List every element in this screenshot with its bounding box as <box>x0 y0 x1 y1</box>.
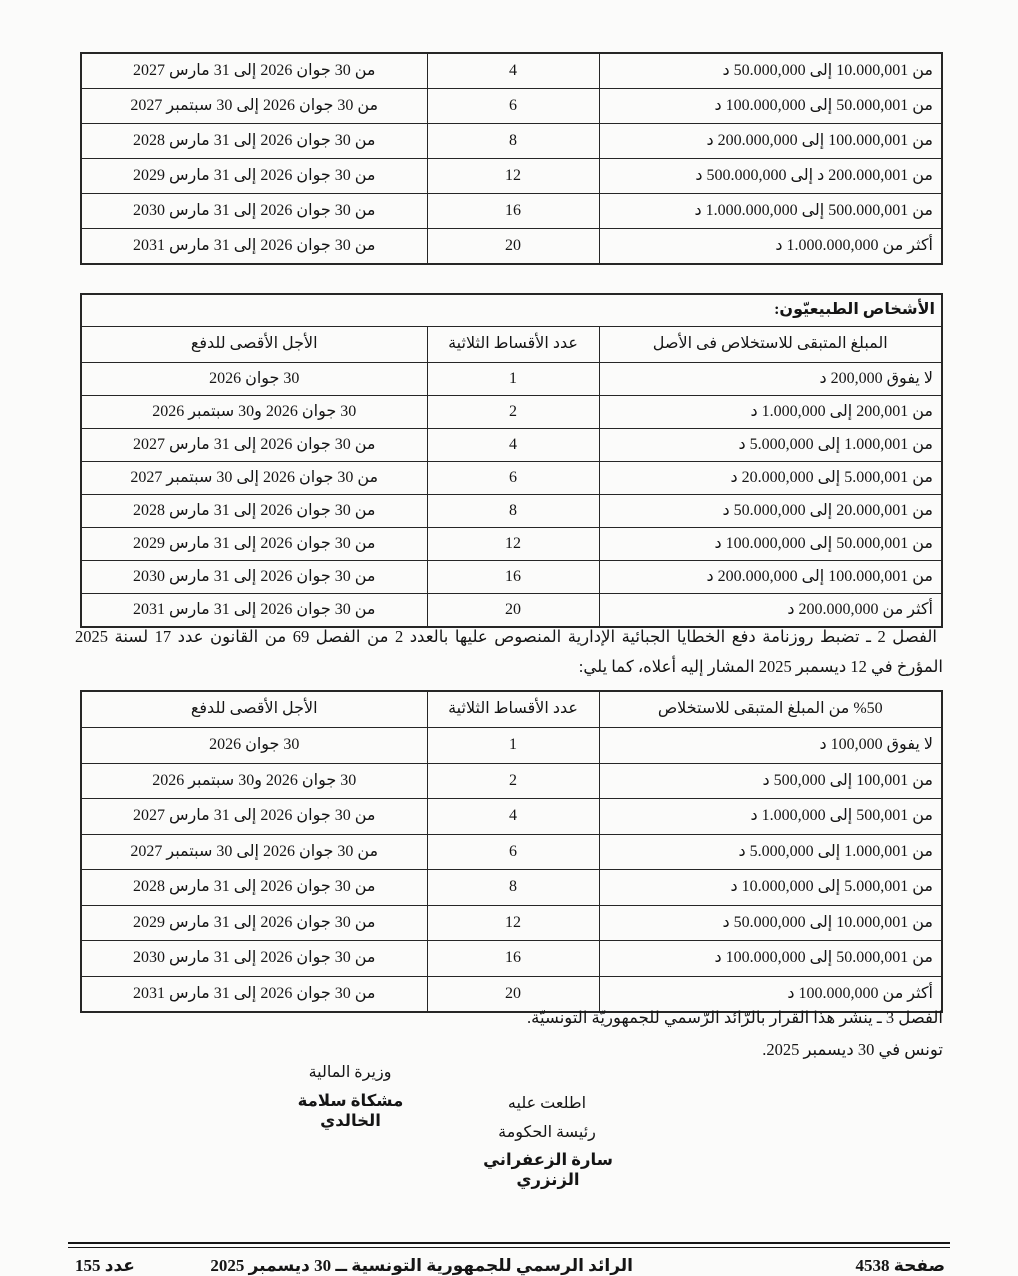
header-installments-count: عدد الأقساط الثلاثية <box>427 691 599 728</box>
payment-deadline-cell: من 30 جوان 2026 إلى 31 مارس 2031 <box>81 594 427 628</box>
table-row <box>81 229 942 265</box>
payment-deadline-cell: من 30 جوان 2026 إلى 31 مارس 2028 <box>81 870 427 906</box>
payment-deadline-cell: من 30 جوان 2026 إلى 31 مارس 2028 <box>81 495 427 528</box>
installments-count-cell: 16 <box>427 941 599 977</box>
installments-count-cell: 12 <box>427 528 599 561</box>
table-row <box>81 905 942 941</box>
payment-deadline-cell: من 30 جوان 2026 إلى 31 مارس 2030 <box>81 941 427 977</box>
amount-range-cell: من 1.000,001 إلى 5.000,000 د <box>599 429 942 462</box>
head-of-government-title: رئيسة الحكومة <box>498 1124 596 1141</box>
installments-count-cell: 6 <box>427 89 599 124</box>
amount-range-cell: من 50.000,001 إلى 100.000,000 د <box>599 941 942 977</box>
header-remaining-amount-50pct: %50 من المبلغ المتبقى للاستخلاص <box>599 691 942 728</box>
header-installments-count: عدد الأقساط الثلاثية <box>427 327 599 363</box>
table-row <box>81 194 942 229</box>
payment-deadline-cell: من 30 جوان 2026 إلى 30 سبتمبر 2027 <box>81 462 427 495</box>
amount-range-cell: من 500,001 إلى 1.000,000 د <box>599 799 942 835</box>
payment-schedule-table-natural-persons <box>80 293 943 628</box>
installments-count-cell: 20 <box>427 594 599 628</box>
installments-count-cell: 4 <box>427 429 599 462</box>
footer-issue-number: عدد 155 <box>75 1256 135 1275</box>
minister-of-finance-name: مشكاة سلامة الخالدي <box>297 1091 404 1130</box>
amount-range-cell: من 500.000,001 إلى 1.000.000,000 د <box>599 194 942 229</box>
installments-count-cell: 20 <box>427 229 599 265</box>
footer-page-number: صفحة 4538 <box>855 1256 945 1275</box>
installments-count-cell: 4 <box>427 799 599 835</box>
amount-range-cell: من 200.000,001 د إلى 500.000,000 د <box>599 159 942 194</box>
payment-schedule-table-penalties <box>80 690 943 1013</box>
payment-deadline-cell: من 30 جوان 2026 إلى 31 مارس 2029 <box>81 905 427 941</box>
amount-range-cell: من 1.000,001 إلى 5.000,000 د <box>599 834 942 870</box>
seen-by-label: اطلعت عليه <box>507 1095 587 1112</box>
table-row <box>81 834 942 870</box>
payment-deadline-cell: من 30 جوان 2026 إلى 31 مارس 2027 <box>81 429 427 462</box>
payment-schedule-table-continuation <box>80 52 943 265</box>
table-row <box>81 870 942 906</box>
table-row <box>81 728 942 764</box>
installments-count-cell: 2 <box>427 396 599 429</box>
amount-range-cell: من 100.000,001 إلى 200.000,000 د <box>599 124 942 159</box>
installments-count-cell: 6 <box>427 834 599 870</box>
amount-range-cell: من 200,001 إلى 1.000,000 د <box>599 396 942 429</box>
table-row <box>81 594 942 628</box>
payment-deadline-cell: من 30 جوان 2026 إلى 31 مارس 2031 <box>81 976 427 1012</box>
table-row <box>81 429 942 462</box>
installments-count-cell: 20 <box>427 976 599 1012</box>
payment-deadline-cell: من 30 جوان 2026 إلى 30 سبتمبر 2027 <box>81 834 427 870</box>
table-title-row <box>81 294 942 327</box>
amount-range-cell: من 100.000,001 إلى 200.000,000 د <box>599 561 942 594</box>
table-row <box>81 396 942 429</box>
amount-range-cell: من 20.000,001 إلى 50.000,000 د <box>599 495 942 528</box>
table-row <box>81 53 942 89</box>
installments-count-cell: 16 <box>427 561 599 594</box>
header-payment-deadline: الأجل الأقصى للدفع <box>81 691 427 728</box>
table-row <box>81 561 942 594</box>
installments-count-cell: 8 <box>427 124 599 159</box>
payment-deadline-cell: من 30 جوان 2026 إلى 31 مارس 2031 <box>81 229 427 265</box>
payment-deadline-cell: من 30 جوان 2026 إلى 30 سبتمبر 2027 <box>81 89 427 124</box>
payment-deadline-cell: 30 جوان 2026 <box>81 728 427 764</box>
installments-count-cell: 8 <box>427 495 599 528</box>
table-header-row <box>81 691 942 728</box>
footer-gazette-title-date: الرائد الرسمي للجمهورية التونسية ــ 30 ديسمبر 2025 <box>210 1256 633 1275</box>
header-payment-deadline: الأجل الأقصى للدفع <box>81 327 427 363</box>
footer-double-rule <box>68 1242 950 1248</box>
header-remaining-amount: المبلغ المتبقى للاستخلاص فى الأصل <box>599 327 942 363</box>
installments-count-cell: 1 <box>427 363 599 396</box>
table-row <box>81 763 942 799</box>
table-header-row <box>81 327 942 363</box>
installments-count-cell: 1 <box>427 728 599 764</box>
table-row <box>81 124 942 159</box>
payment-deadline-cell: من 30 جوان 2026 إلى 31 مارس 2029 <box>81 528 427 561</box>
payment-deadline-cell: من 30 جوان 2026 إلى 31 مارس 2030 <box>81 561 427 594</box>
installments-count-cell: 6 <box>427 462 599 495</box>
article-2-text-line1: الفصل 2 ـ تضبط روزنامة دفع الخطايا الجبائية الإدارية المنصوص عليها بالعدد 2 من الفصل 69 من القانون عدد 17 لسنة 2025 <box>75 627 937 646</box>
table-row <box>81 495 942 528</box>
installments-count-cell: 12 <box>427 159 599 194</box>
installments-count-cell: 8 <box>427 870 599 906</box>
table-row <box>81 528 942 561</box>
amount-range-cell: من 100,001 إلى 500,000 د <box>599 763 942 799</box>
minister-of-finance-title: وزيرة المالية <box>308 1064 392 1081</box>
installments-count-cell: 4 <box>427 53 599 89</box>
payment-deadline-cell: 30 جوان 2026 و30 سبتمبر 2026 <box>81 763 427 799</box>
dateline: تونس في 30 ديسمبر 2025. <box>762 1040 943 1059</box>
installments-count-cell: 12 <box>427 905 599 941</box>
table-row <box>81 89 942 124</box>
amount-range-cell: لا يفوق 100,000 د <box>599 728 942 764</box>
installments-count-cell: 16 <box>427 194 599 229</box>
payment-deadline-cell: 30 جوان 2026 و30 سبتمبر 2026 <box>81 396 427 429</box>
amount-range-cell: أكثر من 100.000,000 د <box>599 976 942 1012</box>
amount-range-cell: من 5.000,001 إلى 20.000,000 د <box>599 462 942 495</box>
payment-deadline-cell: من 30 جوان 2026 إلى 31 مارس 2028 <box>81 124 427 159</box>
payment-deadline-cell: من 30 جوان 2026 إلى 31 مارس 2027 <box>81 53 427 89</box>
installments-count-cell: 2 <box>427 763 599 799</box>
payment-deadline-cell: 30 جوان 2026 <box>81 363 427 396</box>
amount-range-cell: أكثر من 1.000.000,000 د <box>599 229 942 265</box>
article-2-text-line2: المؤرخ في 12 ديسمبر 2025 المشار إليه أعلاه، كما يلي: <box>578 657 943 676</box>
amount-range-cell: من 50.000,001 إلى 100.000,000 د <box>599 528 942 561</box>
table-title: الأشخاص الطبيعيّون: <box>81 294 942 327</box>
table-row <box>81 941 942 977</box>
amount-range-cell: من 10.000,001 إلى 50.000,000 د <box>599 53 942 89</box>
payment-deadline-cell: من 30 جوان 2026 إلى 31 مارس 2030 <box>81 194 427 229</box>
amount-range-cell: أكثر من 200.000,000 د <box>599 594 942 628</box>
amount-range-cell: من 50.000,001 إلى 100.000,000 د <box>599 89 942 124</box>
head-of-government-name: سارة الزعفراني الزنزري <box>483 1150 613 1189</box>
table-row <box>81 799 942 835</box>
amount-range-cell: من 5.000,001 إلى 10.000,000 د <box>599 870 942 906</box>
amount-range-cell: لا يفوق 200,000 د <box>599 363 942 396</box>
table-row <box>81 159 942 194</box>
table-row <box>81 976 942 1012</box>
payment-deadline-cell: من 30 جوان 2026 إلى 31 مارس 2029 <box>81 159 427 194</box>
payment-deadline-cell: من 30 جوان 2026 إلى 31 مارس 2027 <box>81 799 427 835</box>
amount-range-cell: من 10.000,001 إلى 50.000,000 د <box>599 905 942 941</box>
table-row <box>81 363 942 396</box>
table-row <box>81 462 942 495</box>
article-3-text: الفصل 3 ـ ينشر هذا القرار بالرّائد الرّسمي للجمهوريّة التونسيّة. <box>527 1008 943 1027</box>
